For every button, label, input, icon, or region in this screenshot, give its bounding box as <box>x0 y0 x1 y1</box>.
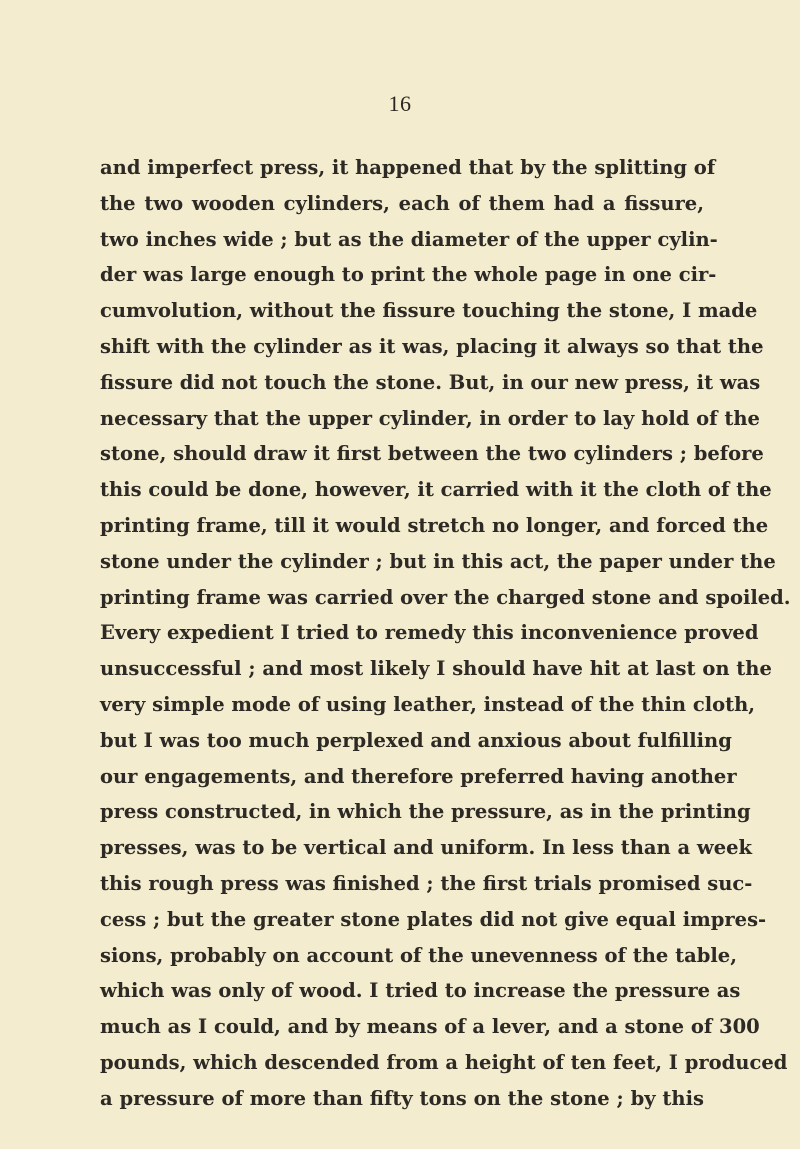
text-line: shift with the cylinder as it was, placing it always so that the <box>100 334 764 358</box>
text-line: sions, probably on account of the unevenness of the table, <box>100 943 737 967</box>
text-line: necessary that the upper cylinder, in order to lay hold of the <box>100 406 760 430</box>
text-line: cess ; but the greater stone plates did not give equal impres- <box>100 907 767 931</box>
text-line: Every expedient I tried to remedy this inconvenience proved <box>100 621 759 645</box>
text-line: stone, should draw it first between the two cylinders ; before <box>100 442 764 466</box>
text-line: which was only of wood. I tried to increase the pressure as <box>100 979 741 1003</box>
text-line: press constructed, in which the pressure, as in the printing <box>100 800 751 824</box>
text-line: presses, was to be vertical and uniform. In less than a week <box>100 836 753 860</box>
body-text <box>100 150 791 1117</box>
text-line: printing frame was carried over the charged stone and spoiled. <box>100 585 791 609</box>
text-line: this could be done, however, it carried with it the cloth of the <box>100 478 772 502</box>
page-number: 16 <box>388 91 412 116</box>
text-line: pounds, which descended from a height of ten feet, I produced <box>100 1050 788 1074</box>
text-line: much as I could, and by means of a lever, and a stone of 300 <box>100 1015 760 1039</box>
text-line: this rough press was finished ; the first trials promised suc- <box>100 871 753 895</box>
text-line: but I was too much perplexed and anxious about fulfilling <box>100 728 732 752</box>
text-line: and imperfect press, it happened that by the splitting of <box>100 156 716 179</box>
text-line: unsuccessful ; and most likely I should have hit at last on the <box>100 657 772 681</box>
text-line: stone under the cylinder ; but in this act, the paper under the <box>100 549 776 573</box>
text-line: very simple mode of using leather, instead of the thin cloth, <box>100 692 756 716</box>
text-line: a pressure of more than fifty tons on the stone ; by this <box>100 1086 704 1110</box>
text-line: der was large enough to print the whole page in one cir- <box>100 263 717 287</box>
text-line: two inches wide ; but as the diameter of the upper cylin- <box>100 227 718 251</box>
text-line: the two wooden cylinders, each of them had a fissure, <box>100 191 704 215</box>
text-line: our engagements, and therefore preferred having another <box>100 764 737 788</box>
text-line: fissure did not touch the stone. But, in our new press, it was <box>100 370 761 394</box>
text-line: printing frame, till it would stretch no longer, and forced the <box>100 513 769 537</box>
text-line: cumvolution, without the fissure touching the stone, I made <box>100 299 758 323</box>
